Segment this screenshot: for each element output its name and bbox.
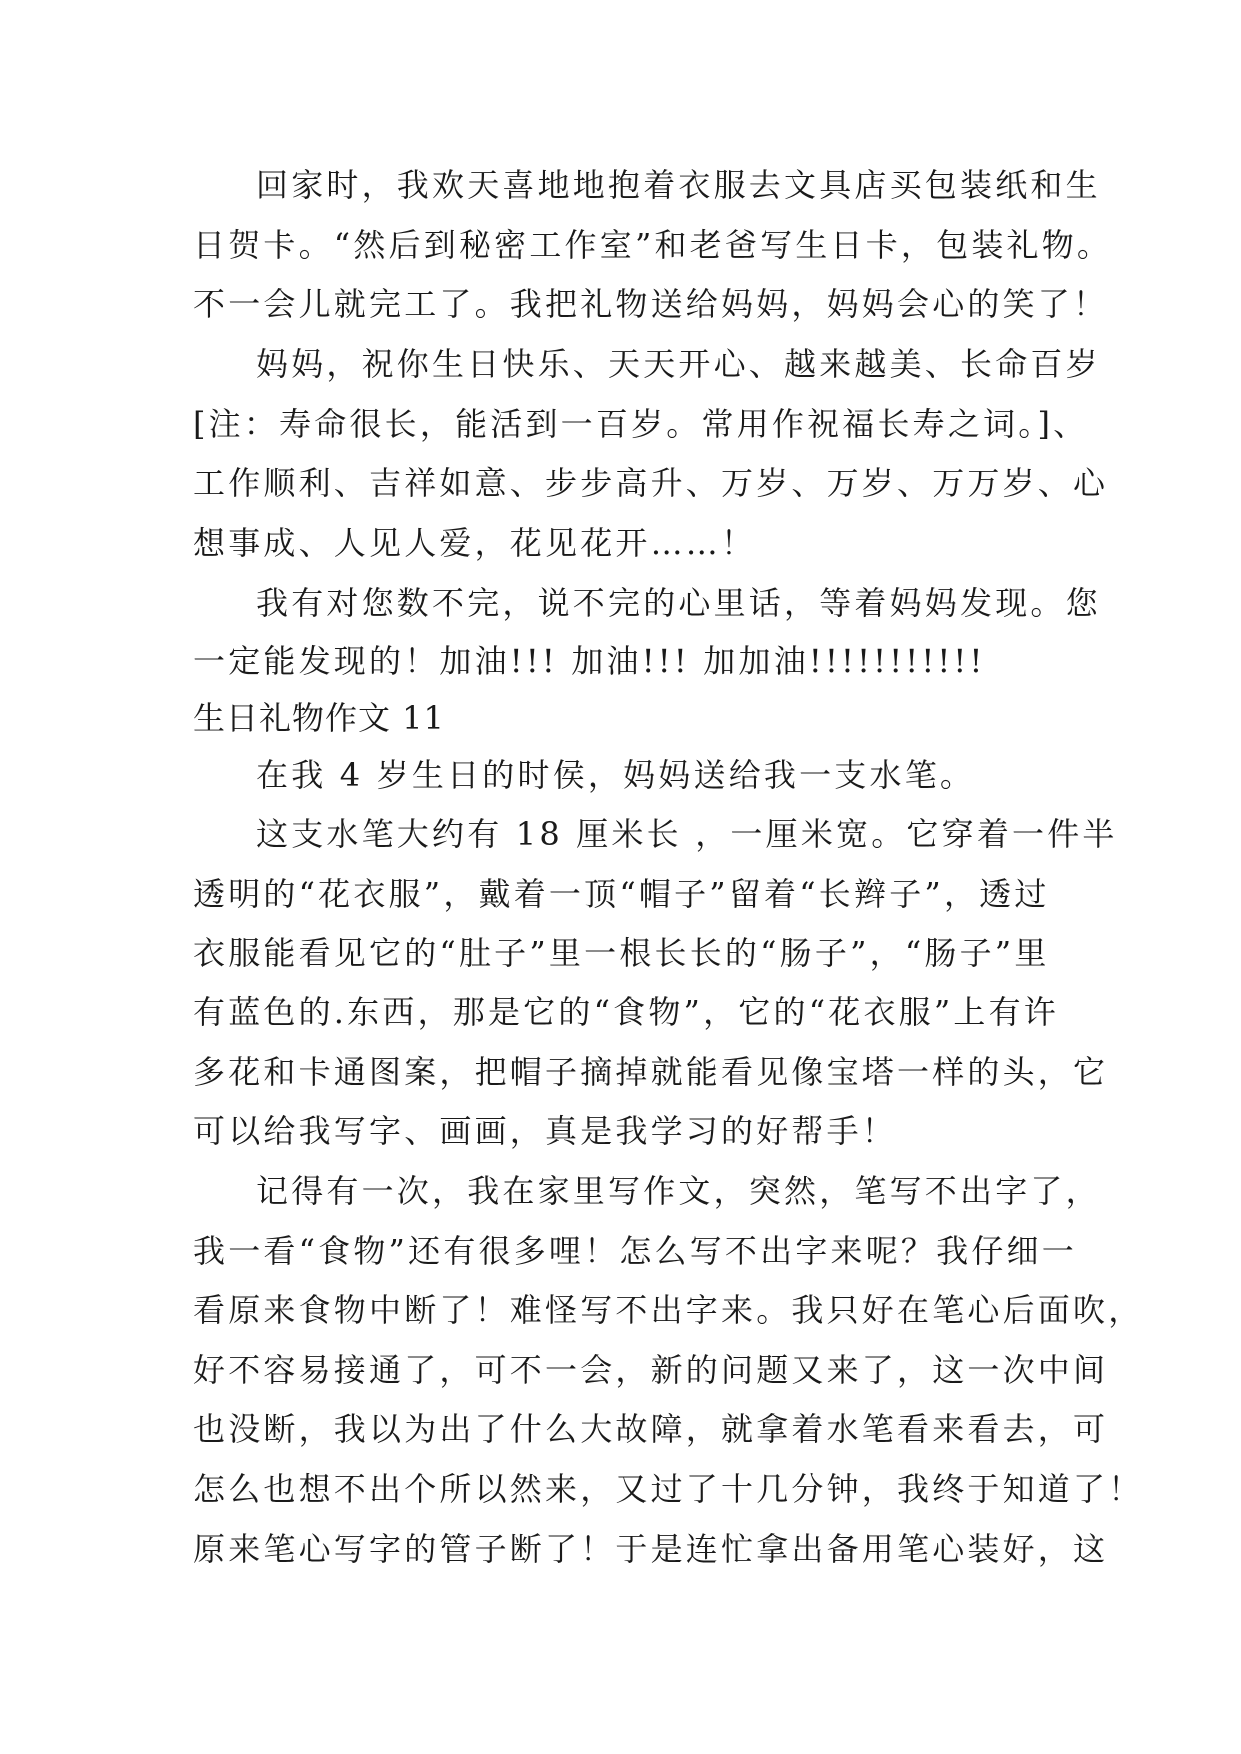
paragraph-line: 多花和卡通图案，把帽子摘掉就能看见像宝塔一样的头，它 — [193, 1053, 1109, 1091]
paragraph-line: 这支水笔大约有 18 厘米长 ，一厘米宽。它穿着一件半 — [256, 815, 1118, 853]
paragraph-line: 有蓝色的.东西，那是它的“食物”，它的“花衣服”上有许 — [193, 993, 1060, 1031]
paragraph-line: 想事成、人见人爱，花见花开……！ — [193, 524, 757, 562]
paragraph-line: 也没断，我以为出了什么大故障，就拿着水笔看来看去，可 — [193, 1410, 1109, 1448]
paragraph-line: 我有对您数不完，说不完的心里话，等着妈妈发现。您 — [256, 584, 1101, 622]
paragraph-line: 日贺卡。“然后到秘密工作室”和老爸写生日卡，包装礼物。 — [193, 226, 1113, 264]
section-heading: 生日礼物作文 11 — [193, 699, 445, 737]
paragraph-line: 一定能发现的！加油!!! 加油!!! 加加油!!!!!!!!!!! — [193, 642, 986, 680]
paragraph-line: 好不容易接通了，可不一会，新的问题又来了，这一次中间 — [193, 1351, 1109, 1389]
paragraph-line: 妈妈，祝你生日快乐、天天开心、越来越美、长命百岁 — [256, 345, 1101, 383]
paragraph-line: 记得有一次，我在家里写作文，突然，笔写不出字了， — [256, 1172, 1101, 1210]
paragraph-line: 回家时，我欢天喜地地抱着衣服去文具店买包装纸和生 — [256, 166, 1101, 204]
paragraph-line: 怎么也想不出个所以然来，又过了十几分钟，我终于知道了！ — [193, 1470, 1144, 1508]
paragraph-line: 我一看“食物”还有很多哩！怎么写不出字来呢？我仔细一 — [193, 1232, 1077, 1270]
paragraph-line: 可以给我写字、画画，真是我学习的好帮手！ — [193, 1112, 898, 1150]
paragraph-line: 在我 4 岁生日的时侯，妈妈送给我一支水笔。 — [256, 756, 976, 794]
paragraph-line: 不一会儿就完工了。我把礼物送给妈妈，妈妈会心的笑了！ — [193, 285, 1109, 323]
paragraph-line: 衣服能看见它的“肚子”里一根长长的“肠子”，“肠子”里 — [193, 934, 1050, 972]
paragraph-line: 原来笔心写字的管子断了！于是连忙拿出备用笔心装好，这 — [193, 1530, 1109, 1568]
paragraph-line: 工作顺利、吉祥如意、步步高升、万岁、万岁、万万岁、心 — [193, 464, 1109, 502]
paragraph-line: 看原来食物中断了！难怪写不出字来。我只好在笔心后面吹， — [193, 1291, 1144, 1329]
paragraph-line: 透明的“花衣服”，戴着一顶“帽子”留着“长辫子”，透过 — [193, 875, 1050, 913]
paragraph-line: [注：寿命很长，能活到一百岁。常用作祝福长寿之词。]、 — [193, 405, 1089, 443]
